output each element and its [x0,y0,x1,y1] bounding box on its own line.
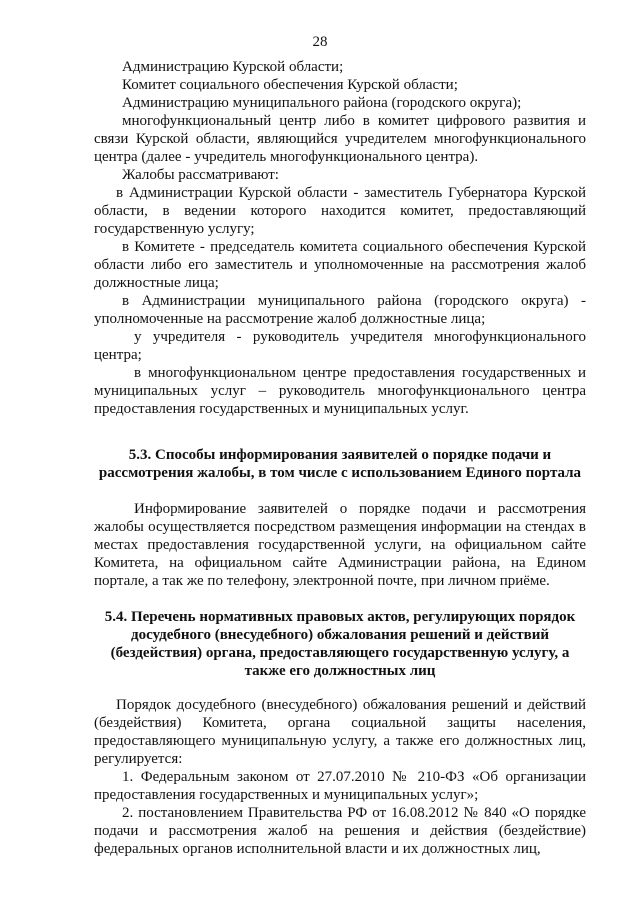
page-number: 28 [312,34,328,50]
section-5-4-heading: 5.4. Перечень нормативных правовых актов, регулирующих порядок досудебного (внесудебного) обжалования решений и действий (бездействия) органа, предоставляющего государственную услугу, а также его должностных лиц [104,609,576,679]
spacer [94,590,586,608]
spacer [94,482,586,500]
section-5-3-text: Информирование заявителей о порядке подачи и рассмотрения жалобы осуществляется посредством размещения информации на стендах в местах предоставления государственной услуги, на официальном сайте Комитета, на официальном сайте Администрации района, на Едином портале, а так же по телефону, электронной почте, при личном приёме. [94,501,586,589]
complaint-item-4: у учредителя - руководитель учредителя многофункционального центра; [94,329,586,363]
list-item-top-1: Администрацию Курской области; [122,59,344,75]
section-5-4-item-1: 1. Федеральным законом от 27.07.2010 № 210-ФЗ «Об организации предоставления государственных и муниципальных услуг»; [94,769,586,803]
section-5-4-item-2: 2. постановлением Правительства РФ от 16.08.2012 № 840 «О порядке подачи и рассмотрения жалоб на решения и действия (бездействие) федеральных органов исполнительной власти и их должностных лиц, [94,805,586,857]
complaint-item-1: в Администрации Курской области - заместитель Губернатора Курской области, в ведении которого находится комитет, предоставляющий государственную услугу; [94,185,586,237]
spacer [94,418,586,446]
complaint-item-5: в многофункциональном центре предоставления государственных и муниципальных услуг – руководитель многофункционального центра предоставления государственных и муниципальных услуг. [94,365,586,417]
section-5-4-intro: Порядок досудебного (внесудебного) обжалования решений и действий (бездействия) Комитета, органа социальной защиты населения, предоставляющего муниципальную услугу, а также его должностных лиц, регулируется: [94,697,586,767]
spacer [94,680,586,696]
section-5-3-heading: 5.3. Способы информирования заявителей о порядке подачи и рассмотрения жалобы, в том числе с использованием Единого портала [98,447,582,481]
complaint-item-2: в Комитете - председатель комитета социального обеспечения Курской области либо его заместитель и уполномоченные на рассмотрения жалоб должностные лица; [94,239,586,291]
list-item-top-3: Администрацию муниципального района (городского округа); [122,95,522,111]
document-body [94,58,586,858]
complaints-intro: Жалобы рассматривают: [122,167,279,183]
list-item-top-4: многофункциональный центр либо в комитет цифрового развития и связи Курской области, являющийся учредителем многофункционального центра (далее - учредитель многофункционального центра). [94,113,586,165]
complaint-item-3: в Администрации муниципального района (городского округа) - уполномоченные на рассмотрение жалоб должностные лица; [94,293,586,327]
list-item-top-2: Комитет социального обеспечения Курской области; [122,77,458,93]
